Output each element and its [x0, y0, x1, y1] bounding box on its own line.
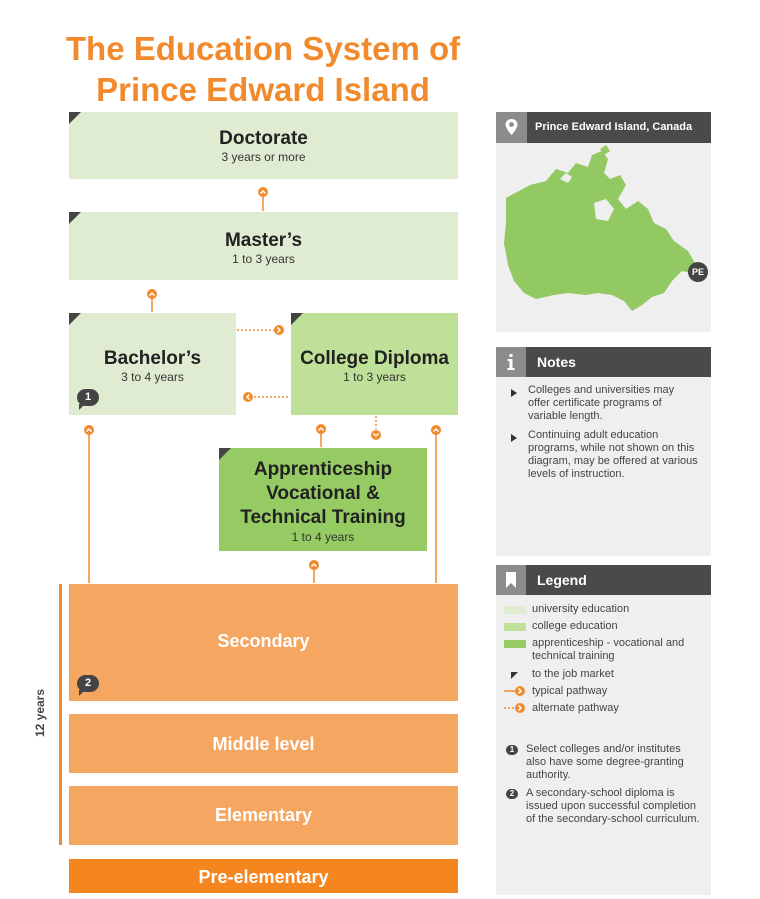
apprenticeship-line-1: Apprenticeship — [253, 459, 393, 480]
notes-panel-header — [496, 347, 711, 377]
job-market-icon — [511, 672, 518, 679]
location-pin-icon — [496, 112, 527, 143]
map-panel — [496, 112, 711, 332]
map-panel-header — [496, 112, 711, 143]
twelve-years-label: 12 years — [33, 688, 47, 738]
notes-panel-title: Notes — [537, 354, 576, 370]
bookmark-icon — [496, 565, 526, 595]
legend-panel-title: Legend — [537, 572, 587, 588]
legend-university: university education — [532, 603, 630, 615]
doctorate-name: Doctorate — [219, 128, 308, 149]
bullet-icon — [511, 389, 517, 397]
legend-typical-pathway: typical pathway — [532, 685, 608, 697]
arrow-up-icon — [431, 425, 441, 435]
apprenticeship-duration: 1 to 4 years — [291, 530, 355, 544]
arrow-up-icon — [316, 424, 326, 434]
arrow-up-icon — [84, 425, 94, 435]
college-swatch — [504, 623, 526, 631]
note-item-2: Continuing adult education programs, while not shown on this diagram, may be offered at various levels of instruction. — [528, 429, 698, 480]
typical-pathway-icon — [504, 685, 528, 697]
legend-panel-header — [496, 565, 711, 595]
pre-elementary-name: Pre-elementary — [198, 867, 329, 887]
info-icon — [496, 347, 526, 377]
legend-job-market: to the job market — [532, 668, 614, 680]
title-line-2: Prince Edward Island — [96, 71, 430, 108]
alternate-pathway-icon — [504, 702, 528, 714]
legend-panel — [496, 565, 711, 895]
legend-college: college education — [532, 620, 618, 632]
title-line-1: The Education System of — [65, 30, 461, 67]
pe-marker-label: PE — [691, 267, 705, 277]
arrow-right-icon — [274, 325, 284, 335]
masters-duration: 1 to 3 years — [232, 252, 295, 266]
arrow-up-icon — [309, 560, 319, 570]
legend-apprenticeship: apprenticeship - vocational and technical training — [532, 637, 685, 662]
notes-panel — [496, 347, 711, 556]
arrow-up-icon — [258, 187, 268, 197]
college-diploma-name: College Diploma — [300, 348, 449, 369]
arrow-down-icon — [371, 430, 381, 440]
university-swatch — [504, 606, 526, 614]
note-item-1: Colleges and universities may offer certificate programs of variable length. — [528, 384, 675, 422]
footnote-badge-1: 1 — [506, 745, 518, 755]
apprenticeship-line-3: Technical Training — [240, 507, 406, 528]
arrow-up-icon — [147, 289, 157, 299]
canada-map — [496, 143, 711, 332]
note-badge-1: 1 — [77, 389, 99, 406]
elementary-name: Elementary — [214, 805, 313, 825]
bachelors-duration: 3 to 4 years — [121, 370, 184, 384]
masters-name: Master’s — [224, 230, 303, 251]
footnote-2: A secondary-school diploma is issued upon successful completion of the secondary-school curriculum. — [526, 787, 700, 825]
footnote-badge-2: 2 — [506, 789, 518, 799]
pathway-arrow-icons — [84, 187, 441, 570]
apprenticeship-swatch — [504, 640, 526, 648]
college-diploma-duration: 1 to 3 years — [343, 370, 406, 384]
bullet-icon — [511, 434, 517, 442]
doctorate-duration: 3 years or more — [221, 150, 306, 164]
legend-alternate-pathway: alternate pathway — [532, 702, 619, 714]
middle-level-name: Middle level — [212, 734, 315, 754]
note-badge-2: 2 — [77, 675, 99, 692]
arrow-left-icon — [243, 392, 253, 402]
secondary-name: Secondary — [217, 631, 310, 651]
map-panel-title: Prince Edward Island, Canada — [535, 121, 693, 133]
footnote-1: Select colleges and/or institutes also have some degree-granting authority. — [526, 743, 684, 781]
bachelors-name: Bachelor’s — [103, 348, 202, 369]
apprenticeship-line-2: Vocational & — [266, 483, 380, 504]
